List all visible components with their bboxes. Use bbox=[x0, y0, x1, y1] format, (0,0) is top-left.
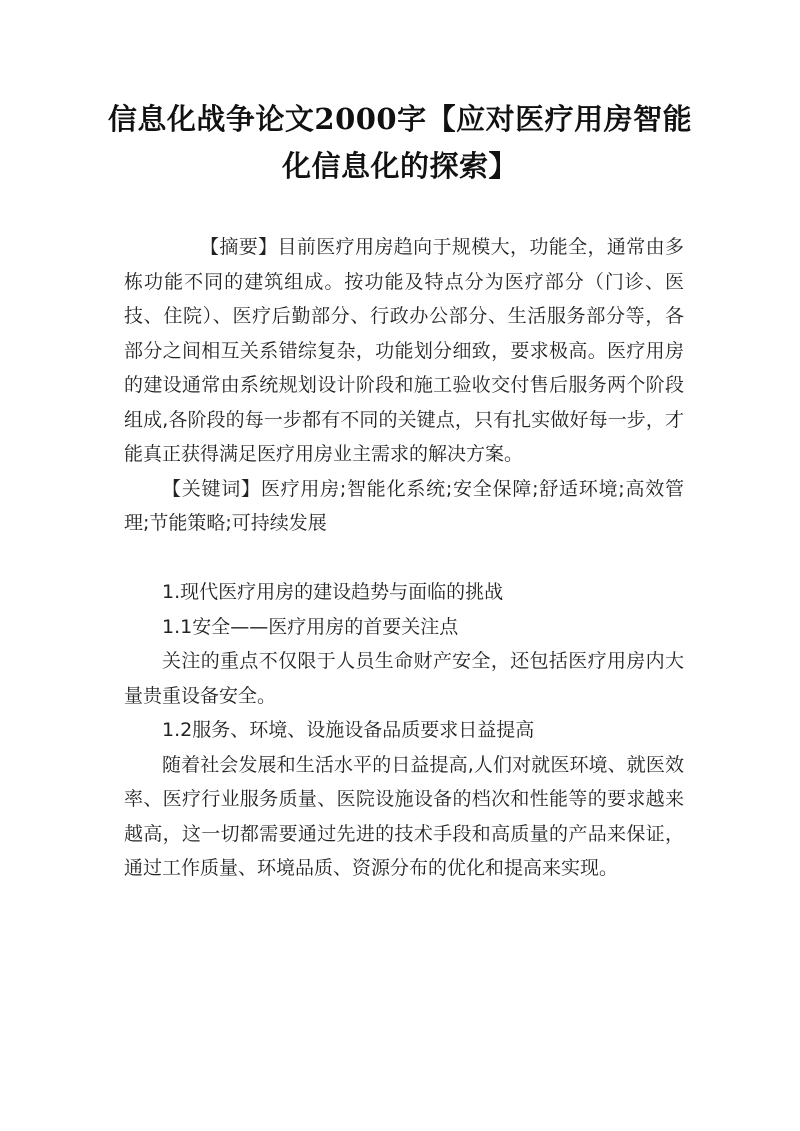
keywords-paragraph: 【关键词】医疗用房;智能化系统;安全保障;舒适环境;高效管理;节能策略;可持续发展 bbox=[124, 477, 684, 534]
section-1-2-heading: 1.2服务、环境、设施设备品质要求日益提高 bbox=[162, 719, 535, 741]
document-title: 信息化战争论文2000字【应对医疗用房智能化信息化的探索】 bbox=[107, 102, 693, 183]
document-body bbox=[124, 230, 684, 886]
abstract-paragraph: 【摘要】目前医疗用房趋向于规模大，功能全，通常由多栋功能不同的建筑组成。按功能及特点分为医疗部分（门诊、医技、住院）、医疗后勤部分、行政办公部分、生活服务部分等，各部分之间相互关系错综复杂，功能划分细致，要求极高。医疗用房的建设通常由系统规划设计阶段和施工验收交付售后服务两个阶段组成,各阶段的每一步都有不同的关键点，只有扎实做好每一步，才能真正获得满足医疗用房业主需求的解决方案。 bbox=[124, 236, 684, 465]
section-1-heading: 1.现代医疗用房的建设趋势与面临的挑战 bbox=[162, 581, 504, 603]
section-1-1-paragraph: 关注的重点不仅限于人员生命财产安全，还包括医疗用房内大量贵重设备安全。 bbox=[124, 650, 684, 707]
section-1-1-heading: 1.1安全——医疗用房的首要关注点 bbox=[162, 615, 459, 638]
paragraph-spacer bbox=[124, 541, 684, 576]
section-1-2-paragraph: 随着社会发展和生活水平的日益提高,人们对就医环境、就医效率、医疗行业服务质量、医院设施设备的档次和性能等的要求越来越高，这一切都需要通过先进的技术手段和高质量的产品来保证，通过工作质量、环境品质、资源分布的优化和提高来实现。 bbox=[124, 753, 684, 879]
